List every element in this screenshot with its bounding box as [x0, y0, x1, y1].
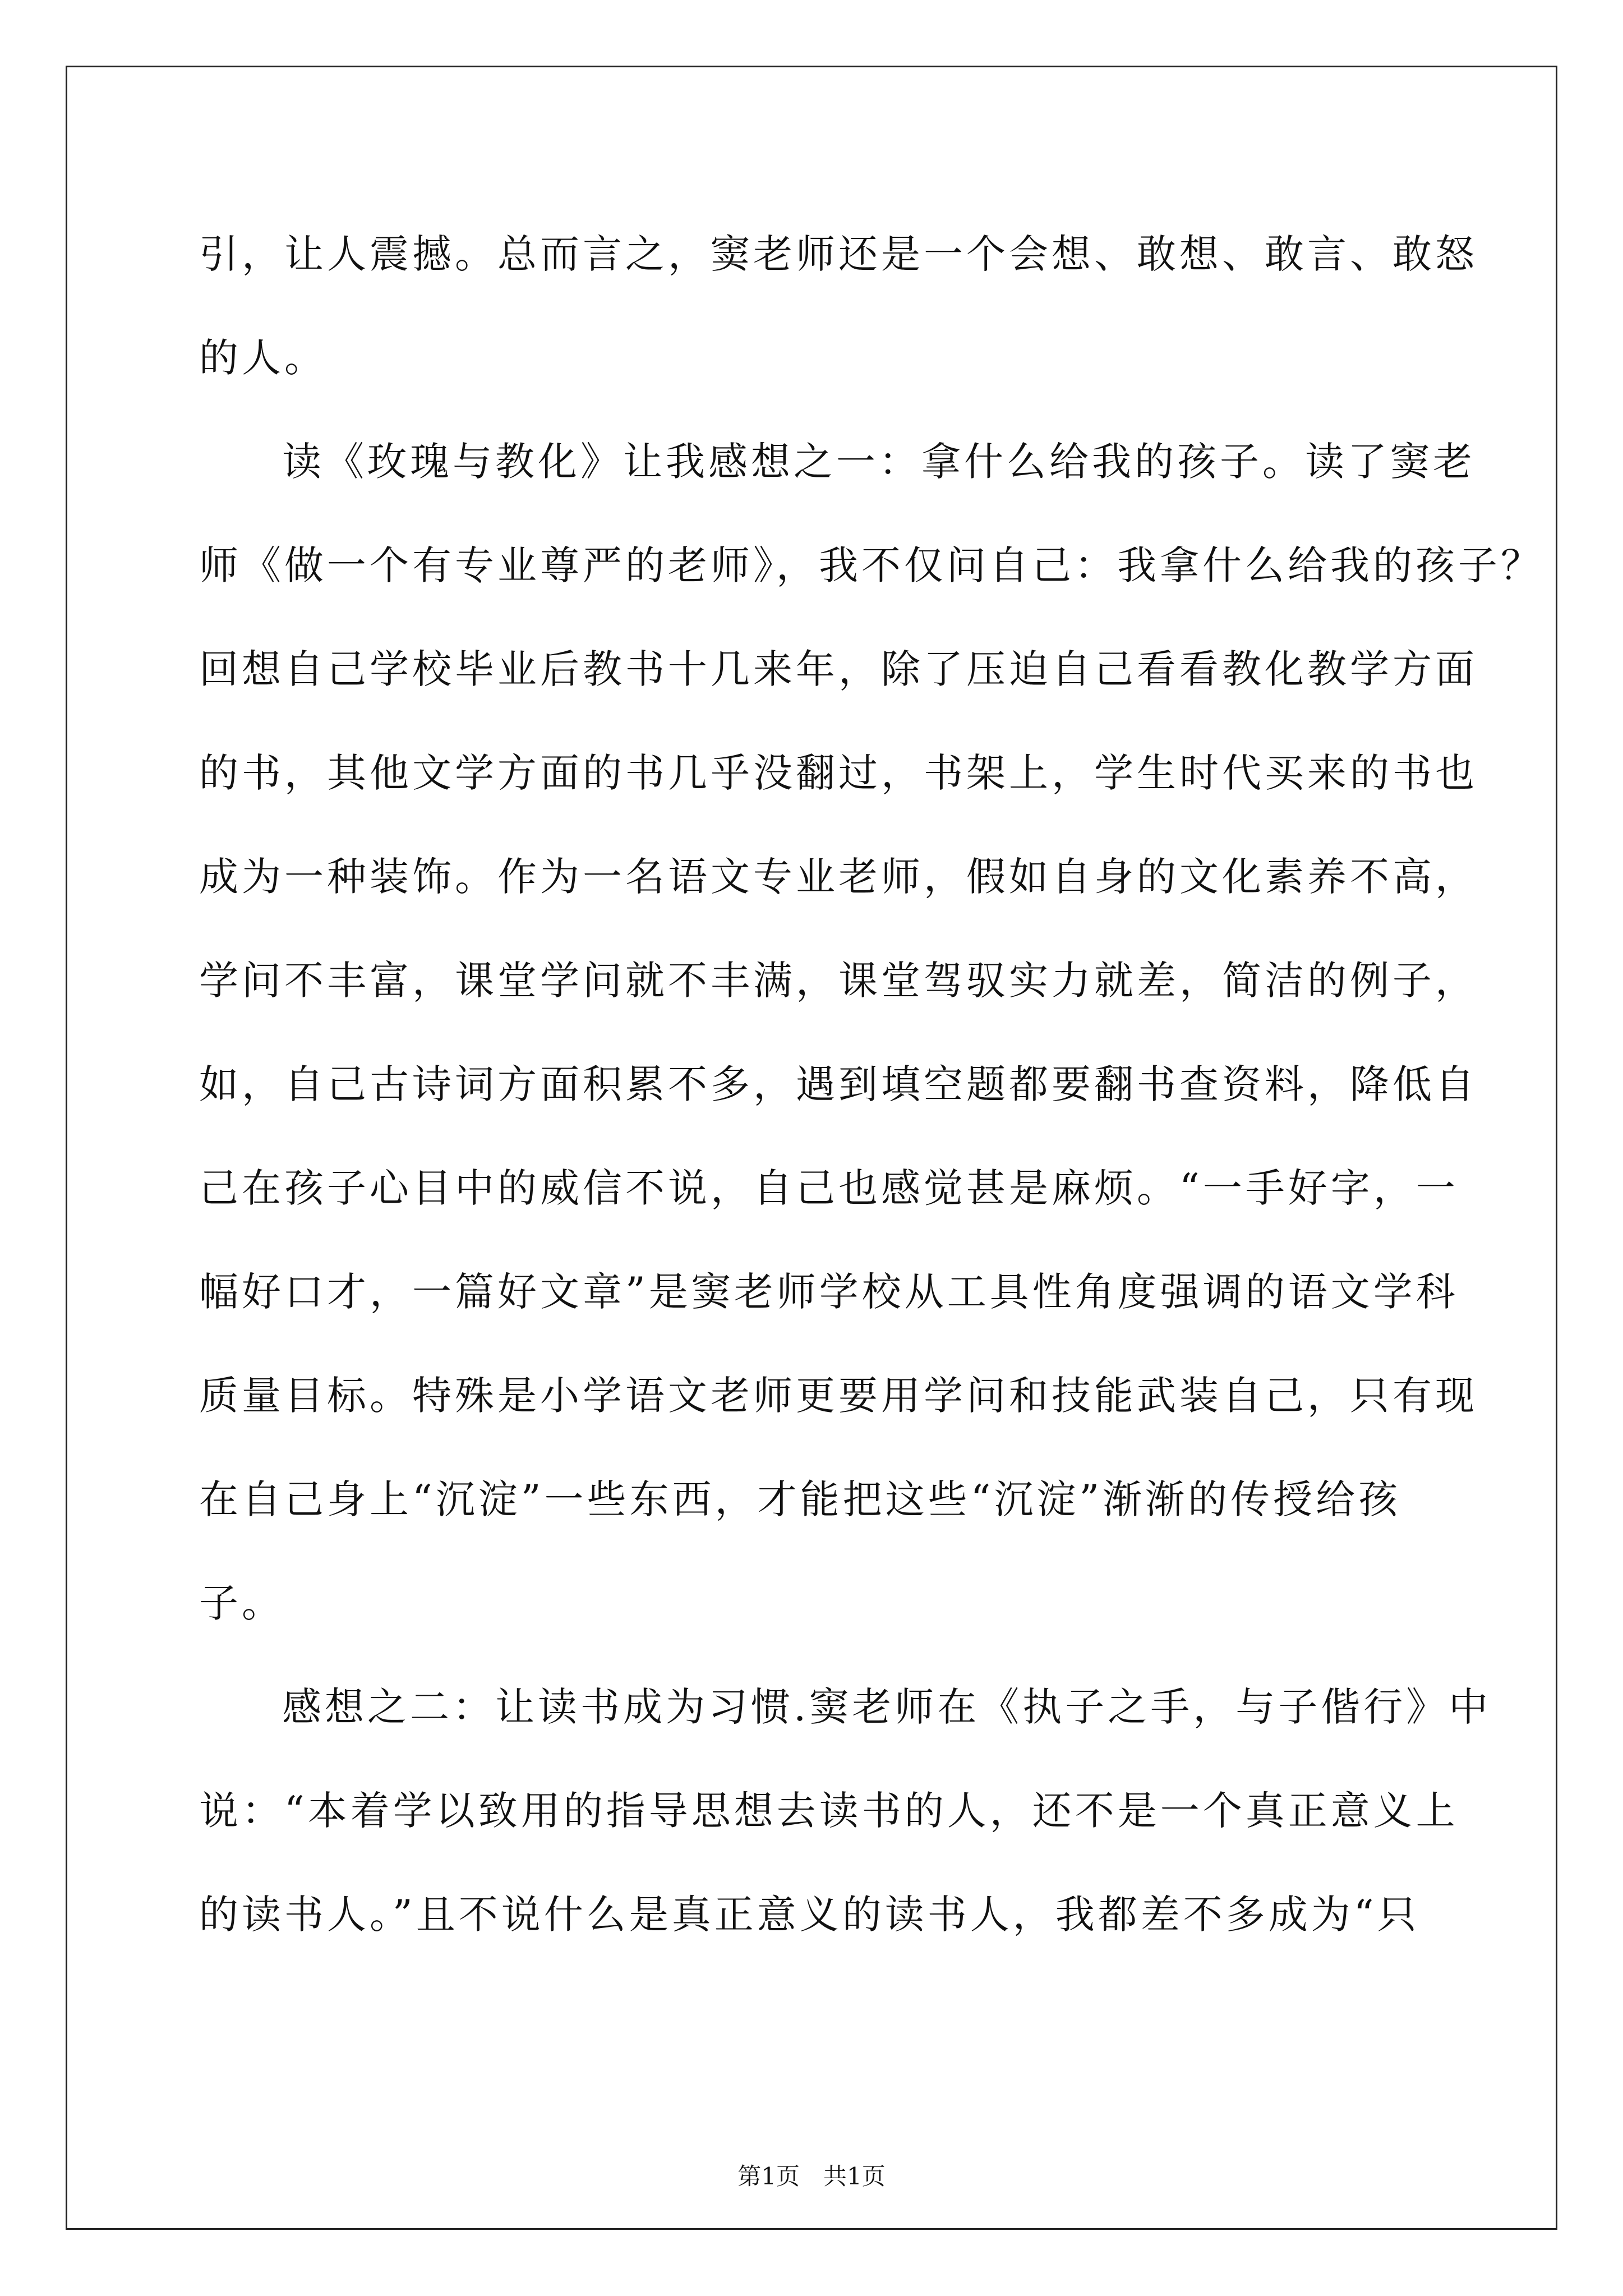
text-line-3: 读《玫瑰与教化》让我感想之一：拿什么给我的孩子。读了窦老	[282, 439, 1476, 485]
text-line-1: 引，让人震撼。总而言之，窦老师还是一个会想、敢想、敢言、敢怒	[199, 231, 1478, 277]
page-footer: 第1页 共1页	[737, 2162, 886, 2190]
text-line-11: 幅好口才，一篇好文章”是窦老师学校从工具性角度强调的语文学科	[199, 1269, 1459, 1315]
text-line-2: 的人。	[199, 335, 327, 381]
text-line-7: 成为一种装饰。作为一名语文专业老师，假如自身的文化素养不高，	[199, 854, 1478, 900]
text-line-13: 在自己身上“沉淀”一些东西，才能把这些“沉淀”渐渐的传授给孩	[199, 1476, 1401, 1522]
text-line-10: 己在孩子心目中的威信不说，自己也感觉甚是麻烦。“一手好字，一	[199, 1165, 1459, 1211]
text-line-16: 说：“本着学以致用的指导思想去读书的人，还不是一个真正意义上	[199, 1788, 1459, 1834]
text-line-14: 子。	[199, 1580, 284, 1626]
text-line-8: 学问不丰富，课堂学问就不丰满，课堂驾驭实力就差，简洁的例子，	[199, 958, 1478, 1004]
text-line-5: 回想自己学校毕业后教书十几来年，除了压迫自己看看教化教学方面	[199, 646, 1478, 692]
text-line-9: 如，自己古诗词方面积累不多，遇到填空题都要翻书查资料，降低自	[199, 1061, 1478, 1107]
text-line-12: 质量目标。特殊是小学语文老师更要用学问和技能武装自己，只有现	[199, 1373, 1478, 1419]
text-line-17: 的读书人。”且不说什么是真正意义的读书人，我都差不多成为“只	[199, 1892, 1420, 1938]
text-line-4: 师《做一个有专业尊严的老师》，我不仅问自己：我拿什么给我的孩子？	[199, 542, 1543, 588]
text-line-15: 感想之二：让读书成为习惯.窦老师在《执子之手，与子偕行》中	[282, 1684, 1492, 1730]
text-line-6: 的书，其他文学方面的书几乎没翻过，书架上，学生时代买来的书也	[199, 750, 1478, 796]
